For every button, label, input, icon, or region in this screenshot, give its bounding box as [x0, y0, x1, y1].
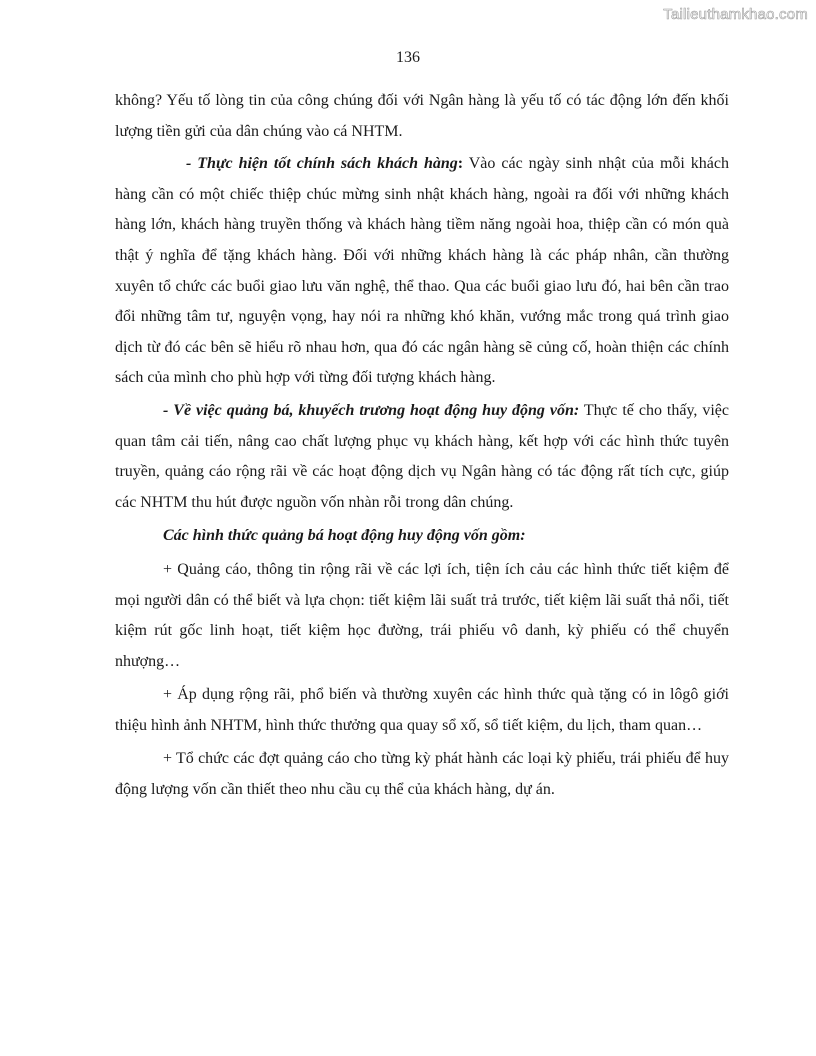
list-item-campaigns: + Tổ chức các đợt quảng cáo cho từng kỳ phát hành các loại kỳ phiếu, trái phiếu để huy động lượng vốn cần thiết theo nhu cầu cụ thể của khách hàng, dự án.: [115, 750, 729, 799]
heading-promotion-forms: [115, 521, 729, 552]
watermark-text: Tailieuthamkhao.com: [663, 6, 808, 23]
paragraph-continuation: không? Yếu tố lòng tin của công chúng đối với Ngân hàng là yếu tố có tác động lớn đến khối lượng tiền gửi của dân chúng vào cá NHTM.: [115, 92, 729, 140]
page-number: 136: [396, 49, 420, 66]
paragraph-customer-policy-body: Vào các ngày sinh nhật của mỗi khách hàng cần có một chiếc thiệp chúc mừng sinh nhật khách hàng, ngoài ra đối với những khách hàng lớn, khách hàng truyền thống và khách hàng tiềm năng ngoài hoa, thiệp cần có món quà thật ý nghĩa để tặng khách hàng. Đối với những khách hàng là các pháp nhân, cần thường xuyên tổ chức các buổi giao lưu văn nghệ, thể thao. Qua các buổi giao lưu đó, hai bên cần trao đổi những tâm tư, nguyện vọng, hay nói ra những khó khăn, vướng mắc trong quá trình giao dịch từ đó các bên sẽ hiểu rõ nhau hơn, qua đó các ngân hàng sẽ củng cố, hoàn thiện các chính sách của mình cho phù hợp với từng đối tượng khách hàng.: [115, 155, 729, 387]
list-item-advertising: + Quảng cáo, thông tin rộng rãi về các lợi ích, tiện ích cảu các hình thức tiết kiệm để mọi người dân có thể biết và lựa chọn: tiết kiệm lãi suất trả trước, tiết kiệm lãi suất thả nổi, tiết kiệm rút gốc linh hoạt, tiết kiệm học đường, trái phiếu vô danh, kỳ phiếu có thể chuyển nhượng…: [115, 560, 729, 670]
paragraph-promotion: [115, 396, 729, 518]
paragraph-customer-policy: [115, 149, 729, 394]
heading-colon: :: [457, 155, 464, 173]
list-item-gifts: + Áp dụng rộng rãi, phổ biến và thường xuyên các hình thức quà tặng có in lôgô giới thiệu hình ảnh NHTM, hình thức thưởng qua quay sổ xố, sổ tiết kiệm, du lịch, tham quan…: [115, 686, 729, 734]
heading-promotion-forms-text: Các hình thức quảng bá hoạt động huy động vốn gồm:: [163, 527, 526, 545]
heading-customer-policy: - Thực hiện tốt chính sách khách hàng: [186, 155, 458, 173]
document-body: [115, 86, 729, 806]
paragraph-promotion-body: Thực tế cho thấy, việc quan tâm cải tiến, nâng cao chất lượng phục vụ khách hàng, kết hợp với các hình thức tuyên truyền, quảng cáo rộng rãi về các hoạt động dịch vụ Ngân hàng có tác động rất tích cực, giúp các NHTM thu hút được nguồn vốn nhàn rỗi trong dân chúng.: [115, 401, 730, 511]
heading-promotion: - Về việc quảng bá, khuyếch trương hoạt động huy động vốn:: [163, 401, 580, 419]
